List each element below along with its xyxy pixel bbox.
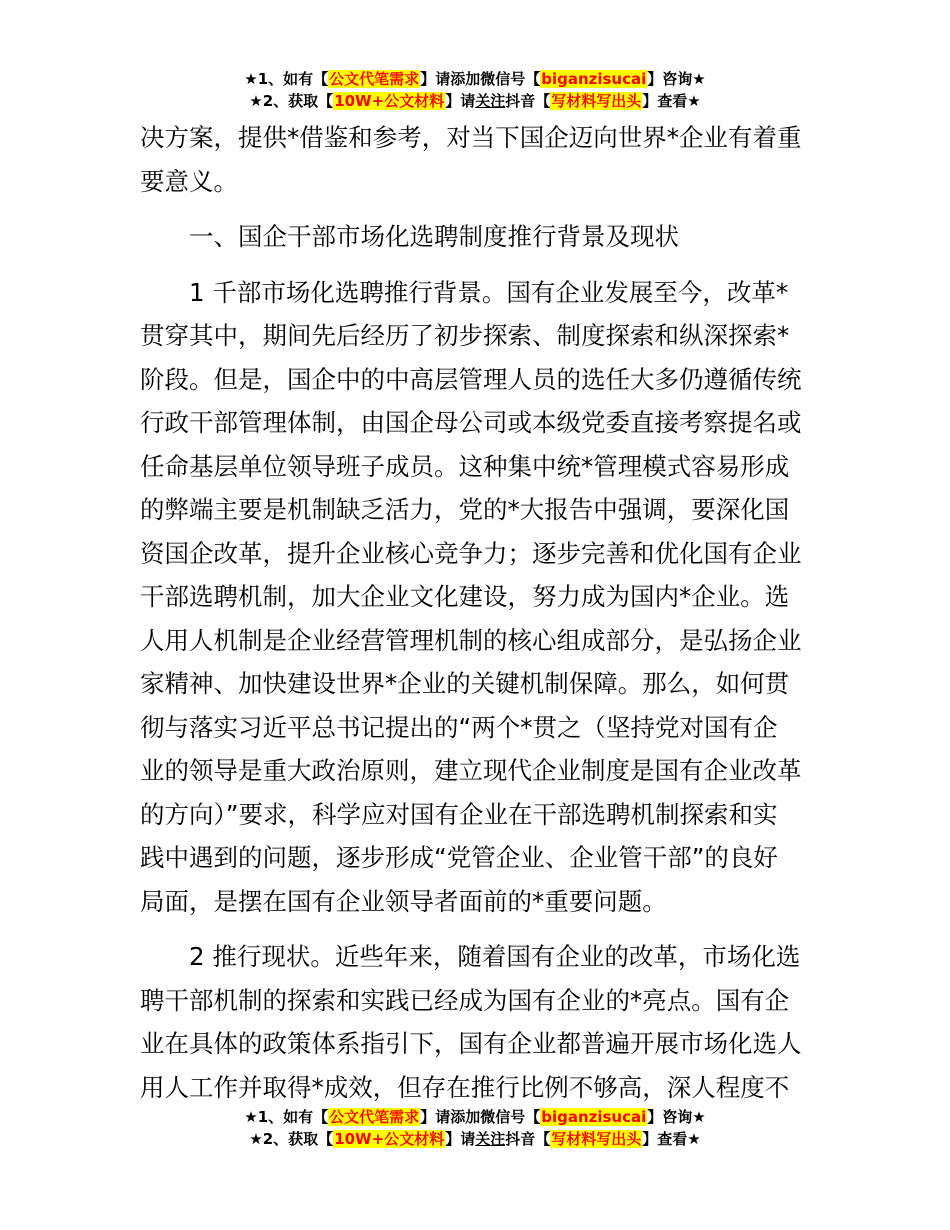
paragraph-status [140, 935, 812, 1109]
text-line: 的弊端主要是机制缺乏活力，党的*大报告中强调，要深化国 [140, 495, 790, 524]
highlight-ghostwriting: 公文代笔需求 [329, 70, 420, 88]
section-heading: 一、国企干部市场化选聘制度推行背景及现状 [189, 222, 679, 251]
text-line: 的方向）”要求，科学应对国有企业在干部选聘机制探索和实 [140, 799, 778, 829]
text-line: 阶段。但是，国企中的中高层管理人员的选任大多仍遵循传统 [140, 364, 802, 394]
text-line: 1 千部市场化选聘推行背景。国有企业发展至今，改革* [189, 277, 789, 307]
highlight-ghostwriting: 公文代笔需求 [329, 1108, 420, 1126]
banner-text: ★1、如有【 [244, 70, 329, 88]
text-line: 2 推行现状。近些年来，随着国有企业的改革，市场化选 [189, 942, 801, 971]
paragraph-background [140, 271, 812, 924]
text-line: 贯穿其中，期间先后经历了初步探索、制度探索和纵深探索* [140, 321, 790, 350]
paragraph-intro-tail [140, 116, 812, 203]
text-line: 业在具体的政策体系指引下，国有企业都普遍开展市场化选人 [140, 1029, 802, 1058]
header-banner [0, 68, 950, 112]
highlight-wechat-id: biganzisucai [541, 1108, 647, 1126]
text-line: 业的领导是重大政治原则，建立现代企业制度是国有企业改革 [140, 756, 802, 785]
text-line: 要意义。 [140, 166, 238, 196]
banner-text: 】查看★ [642, 92, 701, 110]
banner-text: ★1、如有【 [244, 1108, 329, 1126]
text-line: 局面，是摆在国有企业领导者面前的*重要问题。 [140, 886, 667, 916]
banner-text: 】查看★ [642, 1130, 701, 1148]
text-line: 聘干部机制的探索和实践已经成为国有企业的*亮点。国有企 [140, 985, 790, 1015]
document-body [140, 116, 812, 1109]
highlight-materials: 10W+公文材料 [334, 92, 445, 110]
text-line: 家精神、加快建设世界*企业的关键机制保障。那么，如何贯 [140, 669, 790, 698]
banner-line-2 [0, 1128, 950, 1150]
banner-text: 】请 [445, 1130, 476, 1148]
banner-line-1 [0, 1106, 950, 1128]
underlined-follow: 关注 [475, 92, 506, 110]
text-line: 任命基层单位领导班子成员。这种集中统*管理模式容易形成 [140, 451, 790, 481]
banner-text: 】请添加微信号【 [420, 70, 541, 88]
underlined-follow: 关注 [475, 1130, 506, 1148]
banner-text: 抖音【 [505, 92, 551, 110]
highlight-douyin-account: 写材料写出头 [551, 1130, 642, 1148]
banner-line-2 [0, 90, 950, 112]
highlight-douyin-account: 写材料写出头 [551, 92, 642, 110]
highlight-materials: 10W+公文材料 [334, 1130, 445, 1148]
banner-text: ★2、获取【 [249, 92, 334, 110]
banner-text: 】咨询★ [647, 1108, 706, 1126]
text-line: 彻与落实习近平总书记提出的“两个*贯之（坚持党对国有企 [140, 712, 778, 742]
text-line: 资国企改革，提升企业核心竞争力；逐步完善和优化国有企业 [140, 538, 802, 568]
text-line: 用人工作并取得*成效，但存在推行比例不够高，深人程度不 [140, 1072, 790, 1102]
banner-text: ★2、获取【 [249, 1130, 334, 1148]
text-line: 决方案，提供*借鉴和参考，对当下国企迈向世界*企业有着重 [140, 123, 802, 152]
banner-text: 】请添加微信号【 [420, 1108, 541, 1126]
text-line: 人用人机制是企业经营管理机制的核心组成部分，是弘扬企业 [140, 625, 802, 655]
banner-text: 抖音【 [505, 1130, 551, 1148]
highlight-wechat-id: biganzisucai [541, 70, 647, 88]
footer-banner [0, 1106, 950, 1150]
text-line: 干部选聘机制，加大企业文化建设，努力成为国内*企业。选 [140, 582, 790, 611]
text-line: 践中遇到的问题，逐步形成“党管企业、企业管干部”的良好 [140, 843, 778, 872]
banner-text: 】请 [445, 92, 476, 110]
banner-line-1 [0, 68, 950, 90]
banner-text: 】咨询★ [647, 70, 706, 88]
text-line: 行政干部管理体制，由国企母公司或本级党委直接考察提名或 [140, 408, 802, 437]
